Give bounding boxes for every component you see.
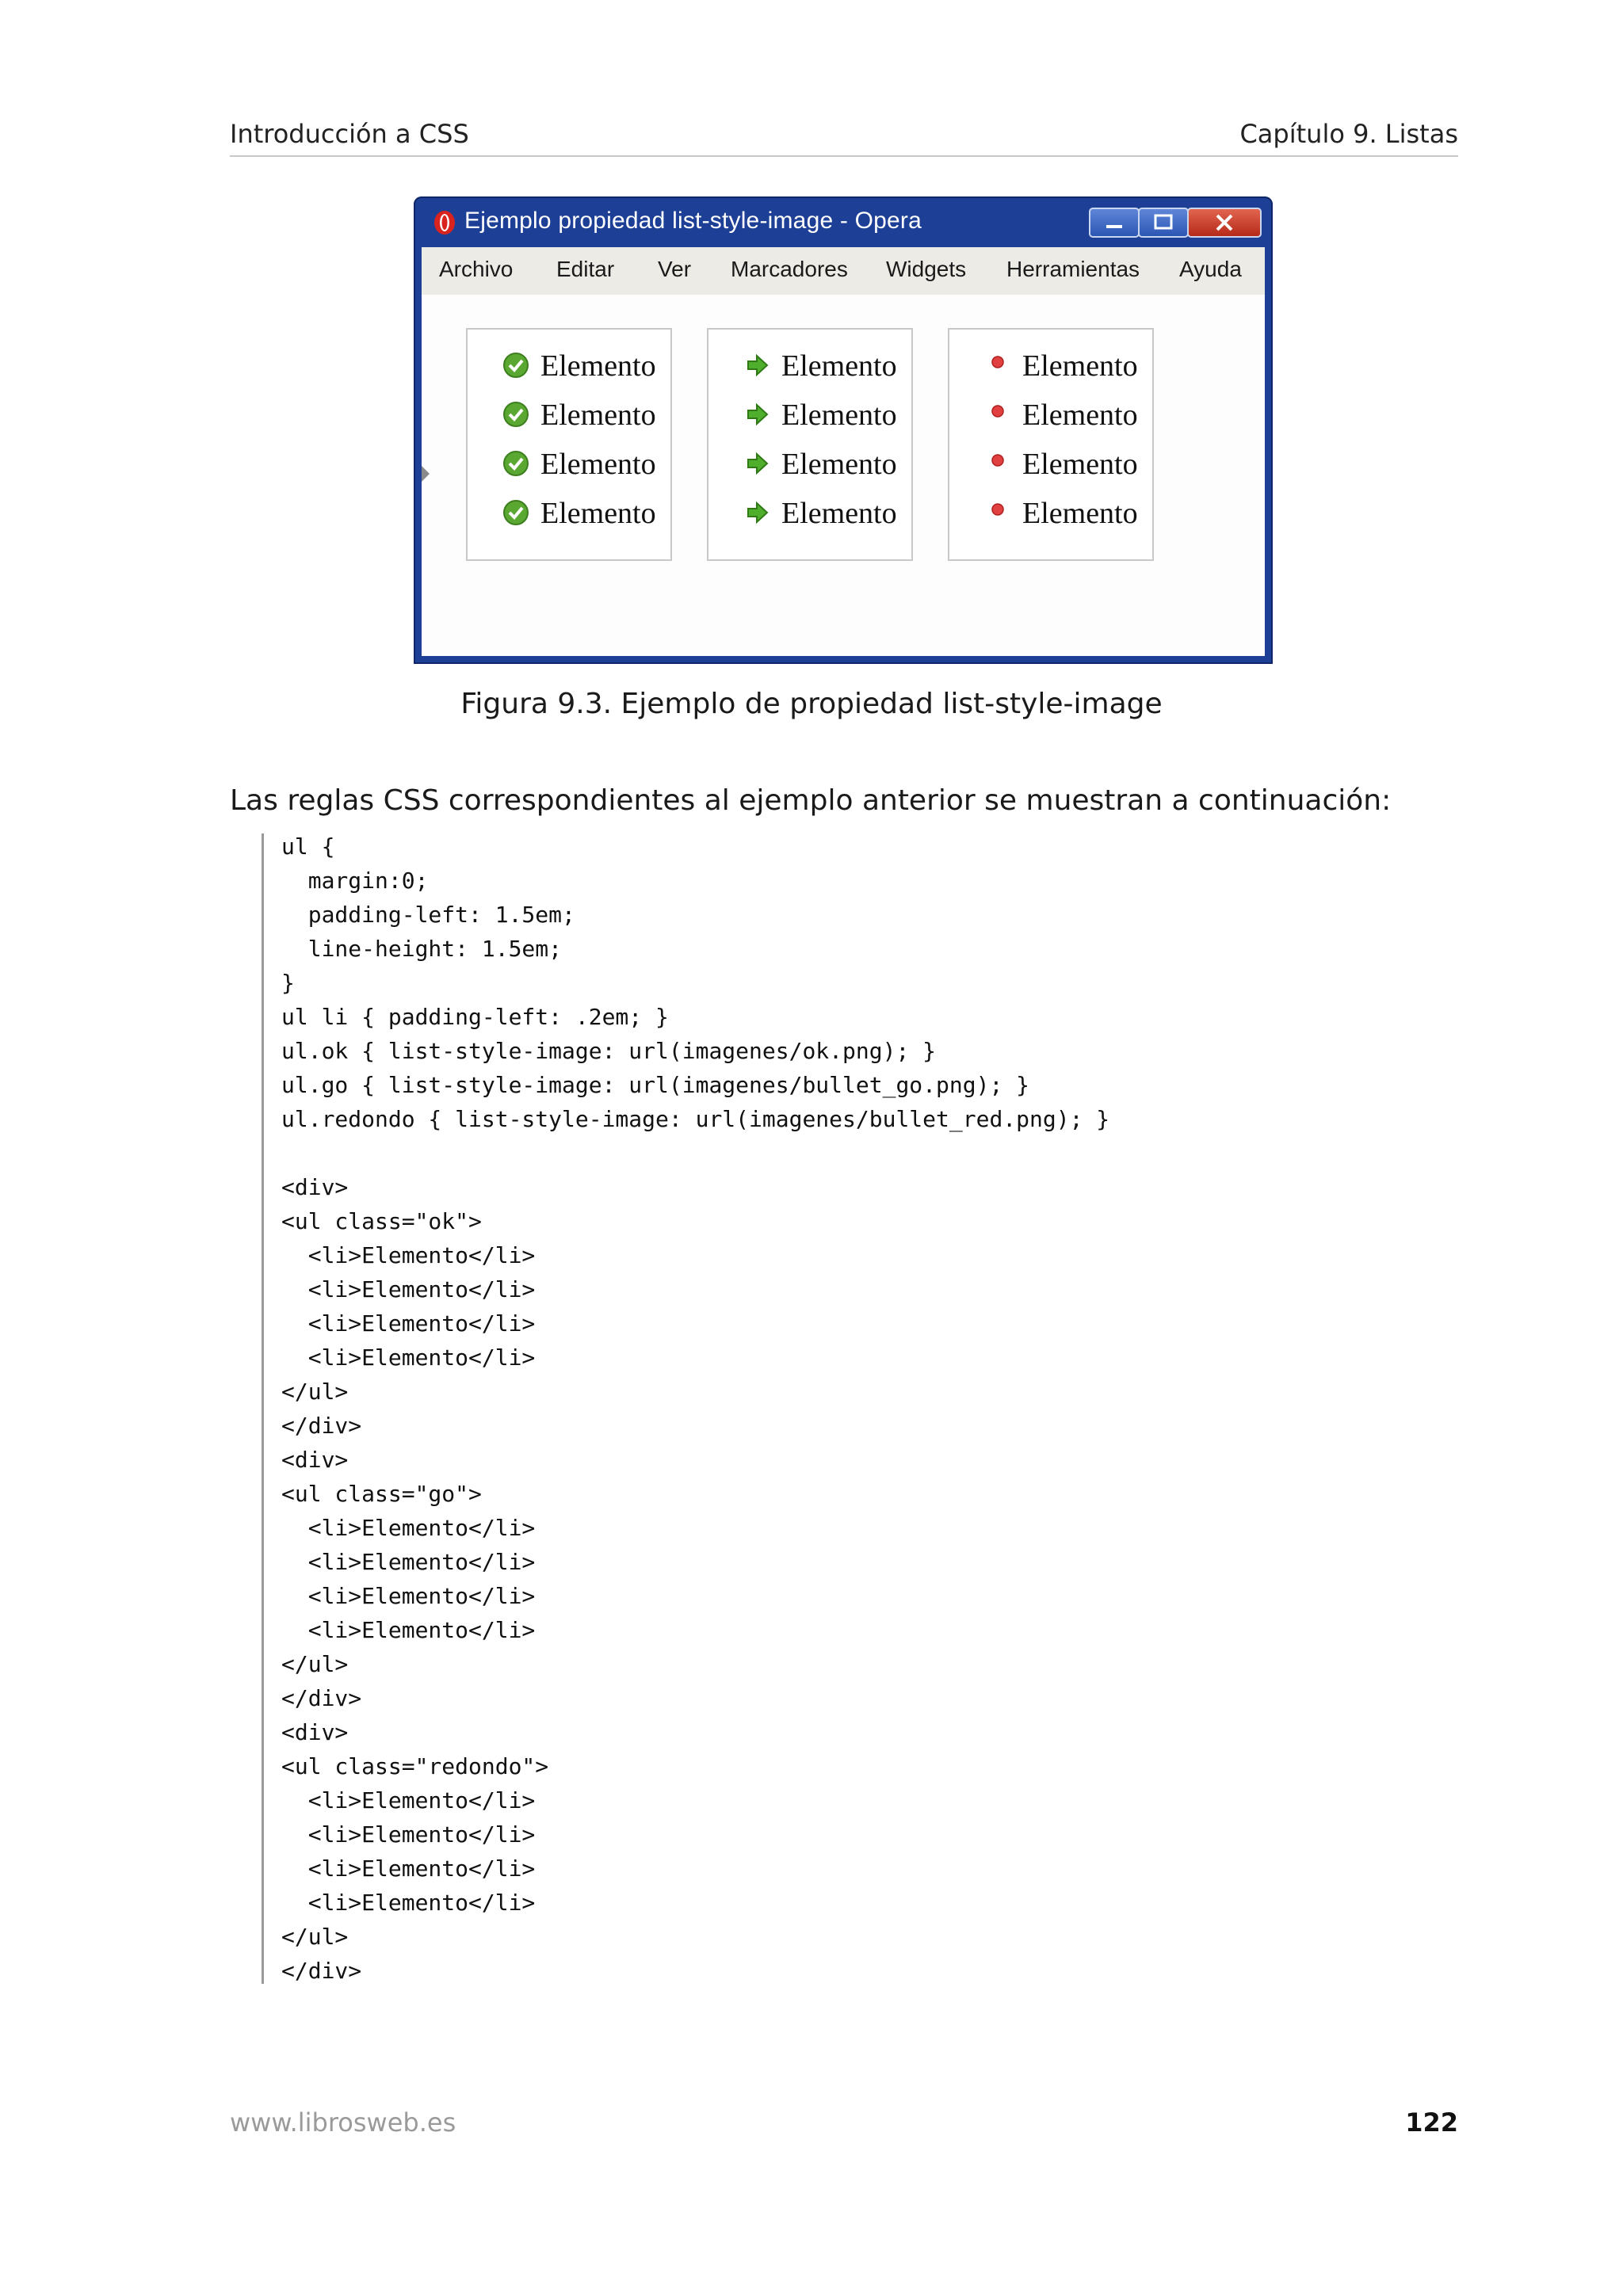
maximize-button[interactable] xyxy=(1138,208,1189,238)
list-item: Elemento xyxy=(743,395,902,439)
chapter-title: Capítulo 9. Listas xyxy=(1239,119,1458,149)
list-item: Elemento xyxy=(984,395,1143,439)
code-line: <li>Elemento</li> xyxy=(281,1890,536,1916)
ok-check-icon xyxy=(502,352,529,379)
code-line: <div> xyxy=(281,1174,349,1200)
list-ok xyxy=(466,328,672,561)
code-line: <li>Elemento</li> xyxy=(281,1549,536,1575)
code-line: ul { xyxy=(281,833,335,860)
page-number: 122 xyxy=(1405,2107,1458,2138)
menu-bar xyxy=(422,247,1265,295)
code-line: <div> xyxy=(281,1719,349,1745)
list-item: Elemento xyxy=(502,444,661,488)
code-line: line-height: 1.5em; xyxy=(281,936,563,962)
footer-url[interactable]: www.librosweb.es xyxy=(230,2107,456,2138)
close-button[interactable] xyxy=(1187,208,1262,238)
list-item: Elemento xyxy=(984,345,1143,390)
code-line: <li>Elemento</li> xyxy=(281,1242,536,1268)
list-item: Elemento xyxy=(984,444,1143,488)
green-arrow-icon xyxy=(743,499,770,526)
code-line: ul.redondo { list-style-image: url(imagenes/bullet_red.png); } xyxy=(281,1106,1110,1132)
red-dot-icon xyxy=(984,499,1011,526)
code-line: <li>Elemento</li> xyxy=(281,1344,536,1371)
code-line: ul li { padding-left: .2em; } xyxy=(281,1004,669,1030)
menu-ver[interactable]: Ver xyxy=(658,257,692,281)
list-item: Elemento xyxy=(502,345,661,390)
green-arrow-icon xyxy=(743,401,770,428)
code-line: <li>Elemento</li> xyxy=(281,1310,536,1337)
page-content-area xyxy=(422,295,1265,656)
list-item: Elemento xyxy=(743,444,902,488)
code-line: ul.go { list-style-image: url(imagenes/bullet_go.png); } xyxy=(281,1072,1030,1098)
minimize-icon xyxy=(1090,209,1138,236)
code-line: ul.ok { list-style-image: url(imagenes/ok.png); } xyxy=(281,1038,937,1064)
close-icon xyxy=(1189,209,1260,236)
menu-herramientas[interactable]: Herramientas xyxy=(1006,257,1140,281)
green-arrow-icon xyxy=(743,352,770,379)
red-dot-icon xyxy=(984,352,1011,379)
opera-logo-icon xyxy=(433,209,456,236)
code-line: margin:0; xyxy=(281,868,429,894)
ok-check-icon xyxy=(502,401,529,428)
maximize-icon xyxy=(1140,209,1187,236)
code-line: <li>Elemento</li> xyxy=(281,1583,536,1609)
list-redondo xyxy=(948,328,1154,561)
code-line: </ul> xyxy=(281,1651,349,1677)
code-line: <li>Elemento</li> xyxy=(281,1276,536,1302)
list-item: Elemento xyxy=(743,345,902,390)
code-line: <li>Elemento</li> xyxy=(281,1855,536,1882)
code-line: </div> xyxy=(281,1958,362,1984)
code-line: <li>Elemento</li> xyxy=(281,1821,536,1848)
menu-marcadores[interactable]: Marcadores xyxy=(731,257,848,281)
code-line: </ul> xyxy=(281,1924,349,1950)
list-item: Elemento xyxy=(502,493,661,537)
menu-ayuda[interactable]: Ayuda xyxy=(1179,257,1242,281)
ok-check-icon xyxy=(502,499,529,526)
figure-caption: Figura 9.3. Ejemplo de propiedad list-style-image xyxy=(460,688,1163,720)
code-line: <div> xyxy=(281,1447,349,1473)
menu-archivo[interactable]: Archivo xyxy=(439,257,514,281)
minimize-button[interactable] xyxy=(1089,208,1140,238)
code-line: <li>Elemento</li> xyxy=(281,1617,536,1643)
list-item: Elemento xyxy=(743,493,902,537)
code-line: </div> xyxy=(281,1413,362,1439)
code-line: <ul class="go"> xyxy=(281,1481,482,1507)
red-dot-icon xyxy=(984,401,1011,428)
list-item: Elemento xyxy=(984,493,1143,537)
ok-check-icon xyxy=(502,450,529,477)
window-title: Ejemplo propiedad list-style-image - Opera xyxy=(464,208,922,234)
code-line: padding-left: 1.5em; xyxy=(281,902,575,928)
book-title: Introducción a CSS xyxy=(230,119,469,149)
code-line: <li>Elemento</li> xyxy=(281,1787,536,1814)
code-line: <ul class="redondo"> xyxy=(281,1753,549,1779)
list-item: Elemento xyxy=(502,395,661,439)
code-line: <li>Elemento</li> xyxy=(281,1515,536,1541)
menu-editar[interactable]: Editar xyxy=(556,257,615,281)
code-line: <ul class="ok"> xyxy=(281,1208,482,1234)
code-line: </div> xyxy=(281,1685,362,1711)
code-block xyxy=(262,833,1373,1984)
side-panel-arrow-icon[interactable] xyxy=(422,466,430,482)
opera-window-figure xyxy=(414,196,1273,664)
list-go xyxy=(707,328,913,561)
page-header xyxy=(230,116,1458,157)
code-line: } xyxy=(281,970,295,996)
intro-paragraph: Las reglas CSS correspondientes al ejemplo anterior se muestran a continuación: xyxy=(230,784,1392,817)
green-arrow-icon xyxy=(743,450,770,477)
window-titlebar xyxy=(414,196,1273,247)
red-dot-icon xyxy=(984,450,1011,477)
code-line: </ul> xyxy=(281,1379,349,1405)
menu-widgets[interactable]: Widgets xyxy=(886,257,967,281)
